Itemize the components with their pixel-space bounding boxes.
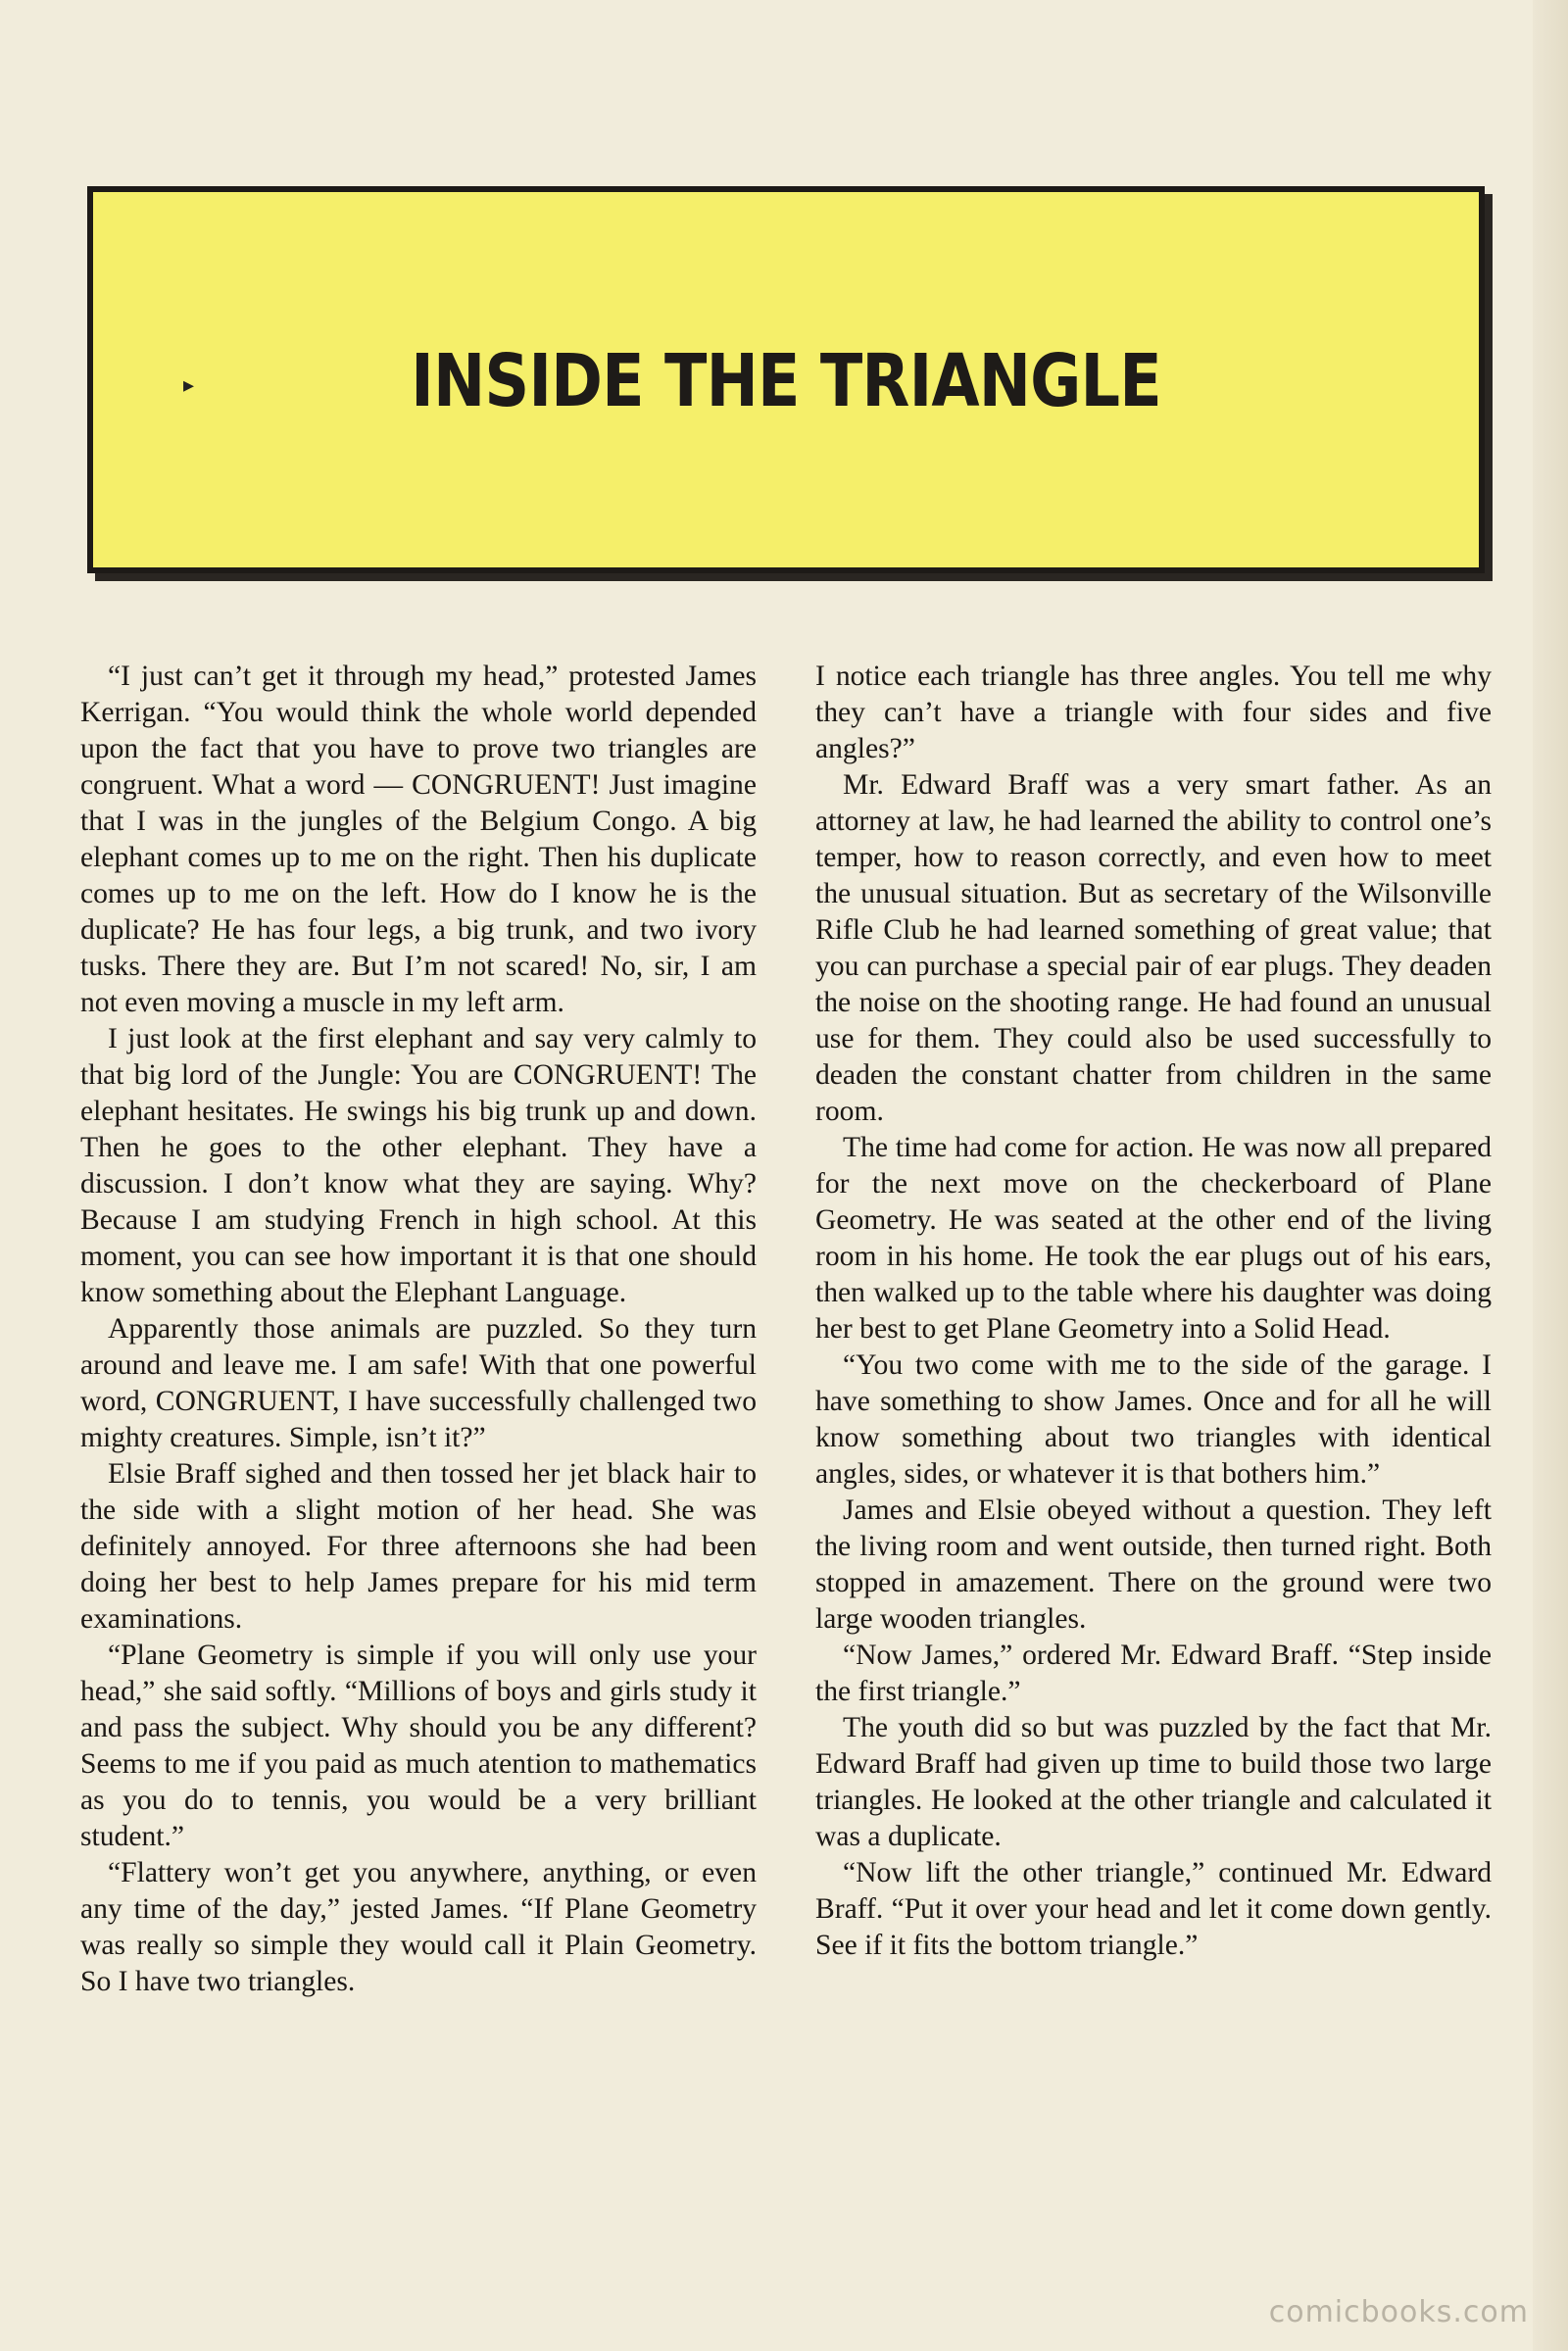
paragraph: “Now lift the other triangle,” continued Mr. Edward Braff. “Put it over your head and let it come down gently. See if it fits the bottom triangle.” [815,1857,1492,1961]
paragraph: Elsie Braff sighed and then tossed her jet black hair to the side with a slight motion of her head. She was definitely annoyed. For three afternoons she had been doing her best to help James prepare for his mid term examinations. [80,1458,757,1635]
right-column [815,659,1492,2246]
left-column [80,659,757,2246]
title-banner [87,186,1485,573]
paragraph: “I just can’t get it through my head,” protested James Kerrigan. “You would think the whole world depended upon the fact that you have to prove two triangles are congruent. What a word — CONGRUENT! Just imagine that I was in the jungles of the Belgium Congo. A big elephant comes up to me on the right. Then his duplicate comes up to me on the left. How do I know he is the duplicate? He has four legs, a big trunk, and two ivory tusks. There they are. But I’m not scared! No, sir, I am not even moving a muscle in my left arm. [80,661,757,1018]
paragraph: The time had come for action. He was now all prepared for the next move on the checkerboard of Plane Geometry. He was seated at the other end of the living room in his home. He took the ear plugs out of his ears, then walked up to the table where his daughter was doing her best to get Plane Geometry into a Solid Head. [815,1132,1492,1345]
paragraph: I just look at the first elephant and say very calmly to that big lord of the Jungle: You are CONGRUENT! The elephant hesitates. He swings his big trunk up and down. Then he goes to the other elephant. They have a discussion. I don’t know what they are saying. Why? Because I am studying French in high school. At this moment, you can see how important it is that one should know something about the Elephant Language. [80,1023,757,1308]
paragraph: “Plane Geometry is simple if you will only use your head,” she said softly. “Millions of boys and girls study it and pass the subject. Why should you be any different? Seems to me if you paid as much atention to mathematics as you do to tennis, you would be a very brilliant student.” [80,1640,757,1852]
paragraph: James and Elsie obeyed without a question. They left the living room and went outside, then turned right. Both stopped in amazement. There on the ground were two large wooden triangles. [815,1494,1492,1635]
paragraph: “Now James,” ordered Mr. Edward Braff. “Step inside the first triangle.” [815,1640,1492,1707]
paragraph: The youth did so but was puzzled by the fact that Mr. Edward Braff had given up time to build those two large triangles. He looked at the other triangle and calculated it was a duplicate. [815,1712,1492,1852]
title-marker: ▸ [183,373,195,398]
page-edge [1533,0,1568,2351]
paragraph: Apparently those animals are puzzled. So they turn around and leave me. I am safe! With that one powerful word, CONGRUENT, I have successfully challenged two mighty creatures. Simple, isn’t it?” [80,1313,757,1453]
story-columns [80,659,1492,2246]
paragraph: “Flattery won’t get you anywhere, anything, or even any time of the day,” jested James. “If Plane Geometry was really so simple they would call it Plain Geometry. So I have two triangles. [80,1857,757,1997]
watermark: comicbooks.com [1268,2295,1529,2329]
paragraph: “You two come with me to the side of the garage. I have something to show James. Once and for all he will know something about two triangles with identical angles, sides, or whatever it is that bothers him.” [815,1349,1492,1490]
paragraph: I notice each triangle has three angles. You tell me why they can’t have a triangle with four sides and five angles?” [815,661,1492,764]
paragraph: Mr. Edward Braff was a very smart father. As an attorney at law, he had learned the ability to control one’s temper, how to reason correctly, and even how to meet the unusual situation. But as secretary of the Wilsonville Rifle Club he had learned something of great value; that you can purchase a special pair of ear plugs. They deaden the noise on the shooting range. He had found an unusual use for them. They could also be used successfully to deaden the constant chatter from children in the same room. [815,769,1492,1127]
page-title: INSIDE THE TRIANGLE [411,339,1161,423]
